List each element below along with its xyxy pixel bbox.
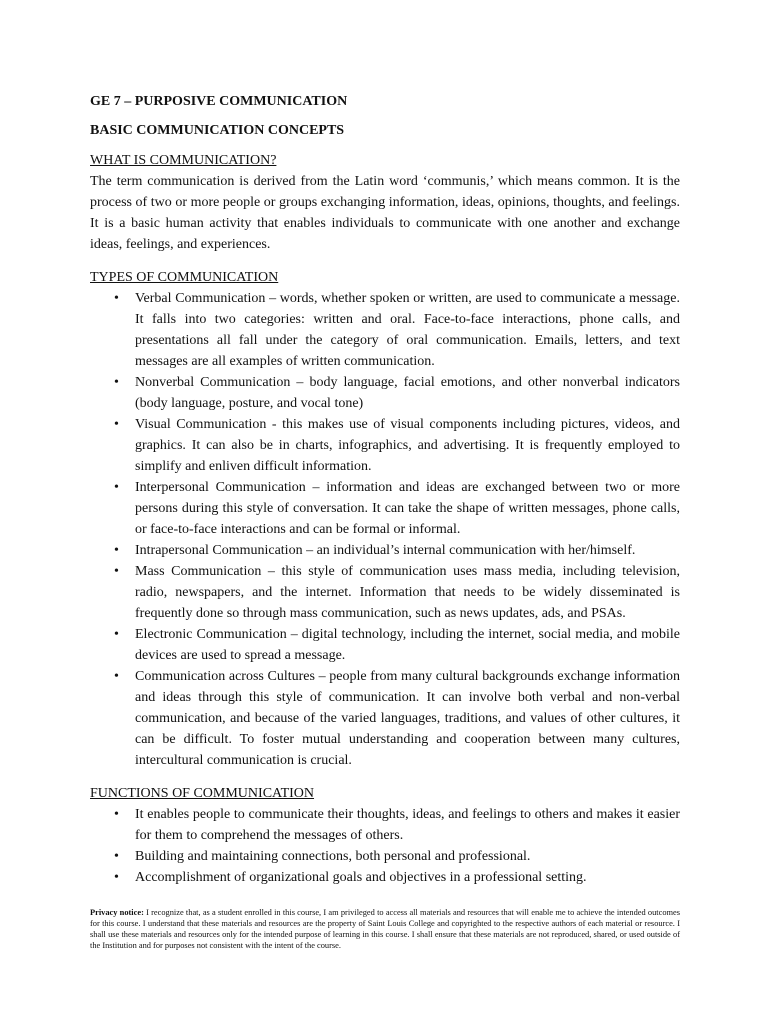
section-heading-what: WHAT IS COMMUNICATION?	[90, 153, 277, 168]
bullet-icon: •	[114, 849, 119, 864]
list-item	[90, 540, 680, 561]
list-item	[90, 477, 680, 540]
list-item-text: It enables people to communicate their thoughts, ideas, and feelings to others and makes it easier for them to comprehend the messages of others.	[135, 807, 680, 843]
list-item-text: Mass Communication – this style of communication uses mass media, including television, radio, newspapers, and the internet. Information that needs to be widely disseminated is frequently done so through mass communication, such as news updates, ads, and PSAs.	[135, 564, 680, 621]
section-heading-functions: FUNCTIONS OF COMMUNICATION	[90, 786, 315, 801]
list-item	[90, 624, 680, 666]
bullet-icon: •	[114, 669, 119, 684]
list-item	[90, 846, 680, 867]
list-item	[90, 414, 680, 477]
privacy-notice-label: Privacy notice:	[90, 908, 144, 917]
list-item-text: Nonverbal Communication – body language, facial emotions, and other nonverbal indicators (body language, posture, and vocal tone)	[135, 375, 680, 411]
list-item	[90, 867, 680, 888]
bullet-icon: •	[114, 417, 119, 432]
bullet-icon: •	[114, 870, 119, 885]
list-item-text: Visual Communication - this makes use of visual components including pictures, videos, and graphics. It can also be in charts, infographics, and advertising. It is frequently employed to simplify and enliven difficult information.	[135, 417, 680, 474]
list-item	[90, 804, 680, 846]
list-item	[90, 288, 680, 372]
section-heading-types: TYPES OF COMMUNICATION	[90, 270, 279, 285]
list-item	[90, 666, 680, 771]
document-page	[90, 92, 680, 900]
list-item	[90, 372, 680, 414]
types-list	[90, 288, 680, 771]
list-item-text: Electronic Communication – digital technology, including the internet, social media, and mobile devices are used to spread a message.	[135, 627, 680, 663]
document-subtitle: BASIC COMMUNICATION CONCEPTS	[90, 123, 345, 138]
bullet-icon: •	[114, 291, 119, 306]
what-paragraph: The term communication is derived from the Latin word ‘communis,’ which means common. It is the process of two or more people or groups exchanging information, ideas, opinions, thoughts, and feelings. It is a basic human activity that enables individuals to communicate with one another and exchange ideas, feelings, and experiences.	[90, 174, 680, 252]
bullet-icon: •	[114, 375, 119, 390]
course-title: GE 7 – PURPOSIVE COMMUNICATION	[90, 94, 348, 109]
list-item-text: Intrapersonal Communication – an individual’s internal communication with her/himself.	[135, 543, 636, 558]
bullet-icon: •	[114, 627, 119, 642]
bullet-icon: •	[114, 564, 119, 579]
list-item-text: Building and maintaining connections, both personal and professional.	[135, 849, 531, 864]
bullet-icon: •	[114, 480, 119, 495]
privacy-notice-text: I recognize that, as a student enrolled in this course, I am privileged to access all materials and resources that will enable me to achieve the intended outcomes for this course. I understand that these materials and resources are the property of Saint Louis College and copyrighted to the respective authors of each material or resource. I shall use these materials and resources only for the intended purpose of learning in this course. I shall ensure that these materials are not reproduced, shared, or used outside of the Institution and for purposes not consistent with the intent of the course.	[90, 908, 681, 950]
privacy-notice	[90, 907, 680, 951]
list-item-text: Interpersonal Communication – information and ideas are exchanged between two or more persons during this style of conversation. It can take the shape of written messages, phone calls, or face-to-face interactions and can be formal or informal.	[135, 480, 680, 537]
functions-list	[90, 804, 680, 888]
list-item-text: Verbal Communication – words, whether spoken or written, are used to communicate a message. It falls into two categories: written and oral. Face-to-face interactions, phone calls, and presentations all fall under the category of oral communication. Emails, letters, and text messages are all examples of written communication.	[135, 291, 680, 369]
bullet-icon: •	[114, 543, 119, 558]
list-item-text: Accomplishment of organizational goals and objectives in a professional setting.	[135, 870, 587, 885]
list-item-text: Communication across Cultures – people from many cultural backgrounds exchange information and ideas through this style of communication. It can involve both verbal and non-verbal communication, and because of the varied languages, traditions, and values of other cultures, it can be difficult. To foster mutual understanding and cooperation between many cultures, intercultural communication is crucial.	[135, 669, 680, 768]
bullet-icon: •	[114, 807, 119, 822]
list-item	[90, 561, 680, 624]
